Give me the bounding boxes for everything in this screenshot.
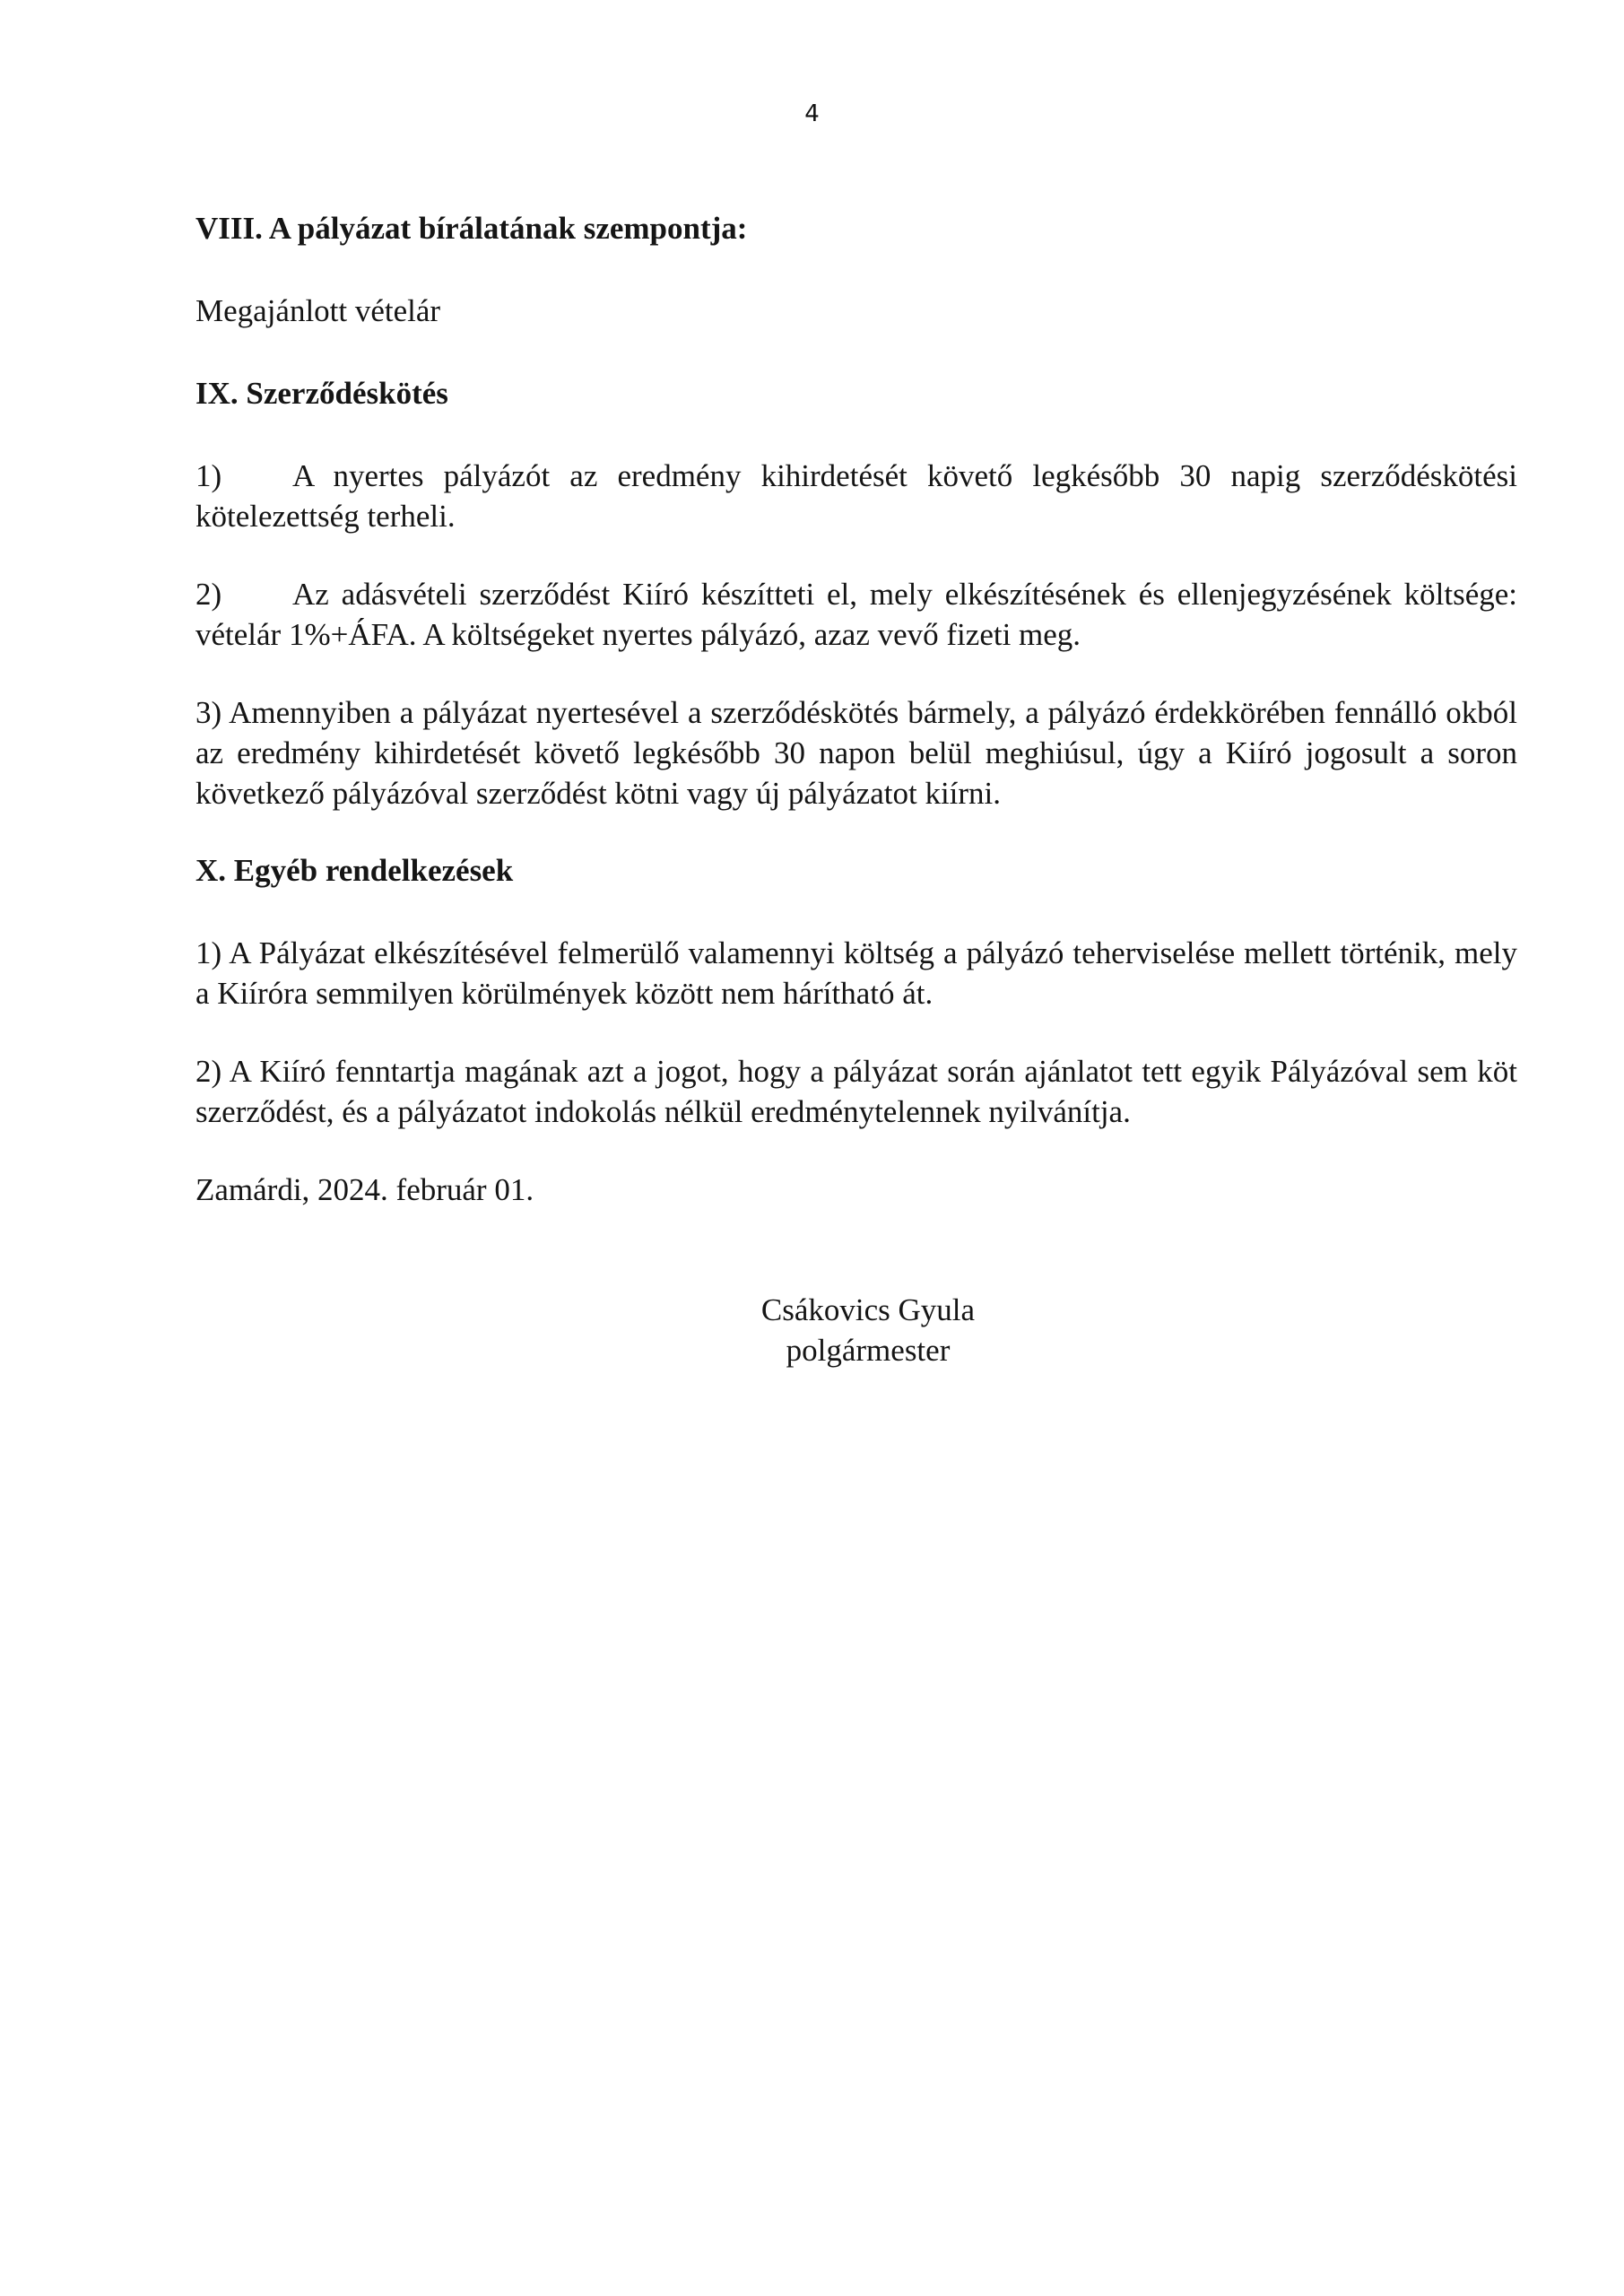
signatory-name: Csákovics Gyula [760, 1292, 976, 1327]
section-viii-body [195, 291, 1517, 331]
place-date-block [195, 1170, 1517, 1210]
item-number: 1) [195, 935, 222, 970]
list-item [195, 692, 1517, 813]
signatory-title: polgármester [786, 1333, 951, 1368]
list-item [195, 456, 1517, 536]
item-number: 2) [195, 577, 222, 612]
item-text: A nyertes pályázót az eredmény kihirdetését követő legkésőbb 30 napig szerződéskötési kötelezettség terheli. [195, 458, 1517, 534]
section-heading: IX. Szerződéskötés [195, 376, 448, 411]
list-item [195, 574, 1517, 655]
place-date: Zamárdi, 2024. február 01. [195, 1172, 534, 1207]
item-number: 3) [195, 695, 222, 730]
item-text: A Kiíró fenntartja magának azt a jogot, hogy a pályázat során ajánlatot tett egyik Pályázóval sem köt szerződést, és a pályázatot indokolás nélkül eredménytelennek nyilvánítja. [195, 1054, 1517, 1129]
paragraph: Megajánlott vételár [195, 293, 441, 328]
item-text: A Pályázat elkészítésével felmerülő valamennyi költség a pályázó teherviselése mellett történik, mely a Kiíróra semmilyen körülmények között nem hárítható át. [195, 935, 1517, 1011]
item-number: 1) [195, 458, 222, 493]
item-text: Amennyiben a pályázat nyertesével a szerződéskötés bármely, a pályázó érdekkörében fennálló okból az eredmény kihirdetését követő legkésőbb 30 napon belül meghiúsul, úgy a Kiíró jogosult a soron következő pályázóval szerződést kötni vagy új pályázatot kiírni. [195, 695, 1517, 811]
section-ix-item-3 [195, 692, 1517, 813]
list-item [195, 933, 1517, 1013]
section-viii [195, 208, 1517, 248]
page-number: 4 [804, 100, 820, 127]
section-heading: X. Egyéb rendelkezések [195, 853, 514, 888]
section-x-item-1 [195, 933, 1517, 1013]
section-ix-item-2 [195, 574, 1517, 655]
section-heading: VIII. A pályázat bírálatának szempontja: [195, 211, 748, 246]
item-text: Az adásvételi szerződést Kiíró készítteti el, mely elkészítésének és ellenjegyzésének költsége: vételár 1%+ÁFA. A költségeket nyertes pályázó, azaz vevő fizeti meg. [195, 577, 1517, 652]
section-ix [195, 373, 1517, 413]
section-x [195, 850, 1517, 891]
item-number: 2) [195, 1054, 222, 1089]
section-ix-item-1 [195, 456, 1517, 536]
list-item [195, 1051, 1517, 1132]
section-x-item-2 [195, 1051, 1517, 1132]
